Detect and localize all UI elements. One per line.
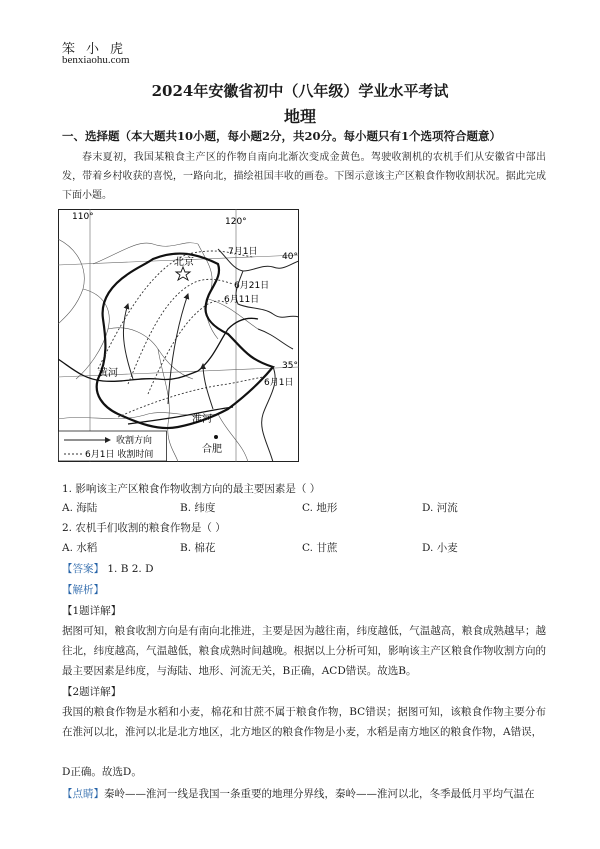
answer-row — [62, 561, 154, 576]
label-lon-120: 120° — [225, 217, 247, 227]
label-huanghe: 黄河 — [98, 368, 118, 379]
label-lat-35: 35° — [282, 361, 298, 371]
q1-option-b[interactable]: B. 纬度 — [180, 502, 216, 514]
q1-detail-text: 据图可知，粮食收割方向是有南向北推进，主要是因为越往南，纬度越低，气温越高，粮食成熟越早；越往北，纬度越高，气温越低，粮食成熟时间越晚。根据以上分析可知，影响该主产区粮食作物收割方向的最主要因素是纬度，与海陆、地形、河流无关，B正确，ACD错误。故选B。 — [62, 625, 546, 677]
legend-time: 6月1日 收割时间 — [85, 450, 154, 460]
hefei-dot — [214, 435, 218, 439]
question-2-options — [62, 540, 482, 555]
label-hefei: 合肥 — [202, 444, 222, 455]
label-beijing: 北京 — [174, 257, 194, 268]
q2-option-b[interactable]: B. 棉花 — [180, 542, 216, 554]
q2-option-a[interactable]: A. 水稻 — [62, 542, 98, 554]
q2-option-d[interactable]: D. 小麦 — [422, 542, 458, 554]
q1-option-c[interactable]: C. 地形 — [302, 502, 338, 514]
label-jun11: 6月11日 — [224, 295, 260, 305]
harvest-map — [58, 209, 299, 462]
q2-conclusion: D正确。故选D。 — [62, 766, 142, 778]
brand-url: benxiaohu.com — [62, 54, 130, 66]
label-lat-40: 40° — [282, 252, 298, 262]
exam-title: 2024年安徽省初中（八年级）学业水平考试 — [151, 82, 449, 100]
answer-value: 1. B 2. D — [107, 563, 154, 575]
tip-tag: 【点睛】 — [62, 788, 104, 800]
label-jul1: 7月1日 — [228, 247, 258, 257]
brand-name: 笨小虎 — [62, 42, 135, 57]
label-jun21: 6月21日 — [234, 281, 270, 291]
tip-row — [62, 784, 546, 804]
harvest-map-svg — [58, 209, 299, 462]
analysis-tag: 【解析】 — [62, 584, 104, 596]
tip-text: 秦岭——淮河一线是我国一条重要的地理分界线，秦岭——淮河以北，冬季最低月平均气温在 — [104, 788, 535, 800]
answer-tag: 【答案】 — [62, 563, 104, 575]
q1-option-a[interactable]: A. 海陆 — [62, 502, 98, 514]
question-2-stem: 2. 农机手们收割的粮食作物是（ ） — [62, 522, 226, 534]
label-lon-110: 110° — [72, 212, 94, 222]
label-huaihe: 淮河 — [192, 414, 212, 425]
q2-detail-text: 我国的粮食作物是水稻和小麦，棉花和甘蔗不属于粮食作物，BC错误；据图可知，该粮食作物主要分布在淮河以北，淮河以北是北方地区，北方地区的粮食作物是小麦，水稻是南方地区的粮食作物，A错误， — [62, 706, 546, 738]
q1-detail-label: 【1题详解】 — [62, 605, 122, 617]
section-heading: 一、选择题（本大题共10小题，每小题2分，共20分。每小题只有1个选项符合题意） — [62, 129, 502, 143]
exam-subject: 地理 — [283, 107, 316, 126]
label-jun1: 6月1日 — [264, 378, 294, 388]
legend-direction: 收割方向 — [116, 436, 153, 446]
q2-option-c[interactable]: C. 甘蔗 — [302, 542, 338, 554]
question-1-stem: 1. 影响该主产区粮食作物收割方向的最主要因素是（ ） — [62, 483, 321, 495]
q2-detail-label: 【2题详解】 — [62, 686, 122, 698]
question-1-options — [62, 500, 482, 515]
section-intro: 春末夏初，我国某粮食主产区的作物自南向北渐次变成金黄色。驾驶收割机的农机手们从安徽省中部出发，带着乡村收获的喜悦，一路向北，描绘祖国丰收的画卷。下图示意该主产区粮食作物收割状况。据此完成下面小题。 — [62, 152, 546, 201]
q1-option-d[interactable]: D. 河流 — [422, 502, 458, 514]
